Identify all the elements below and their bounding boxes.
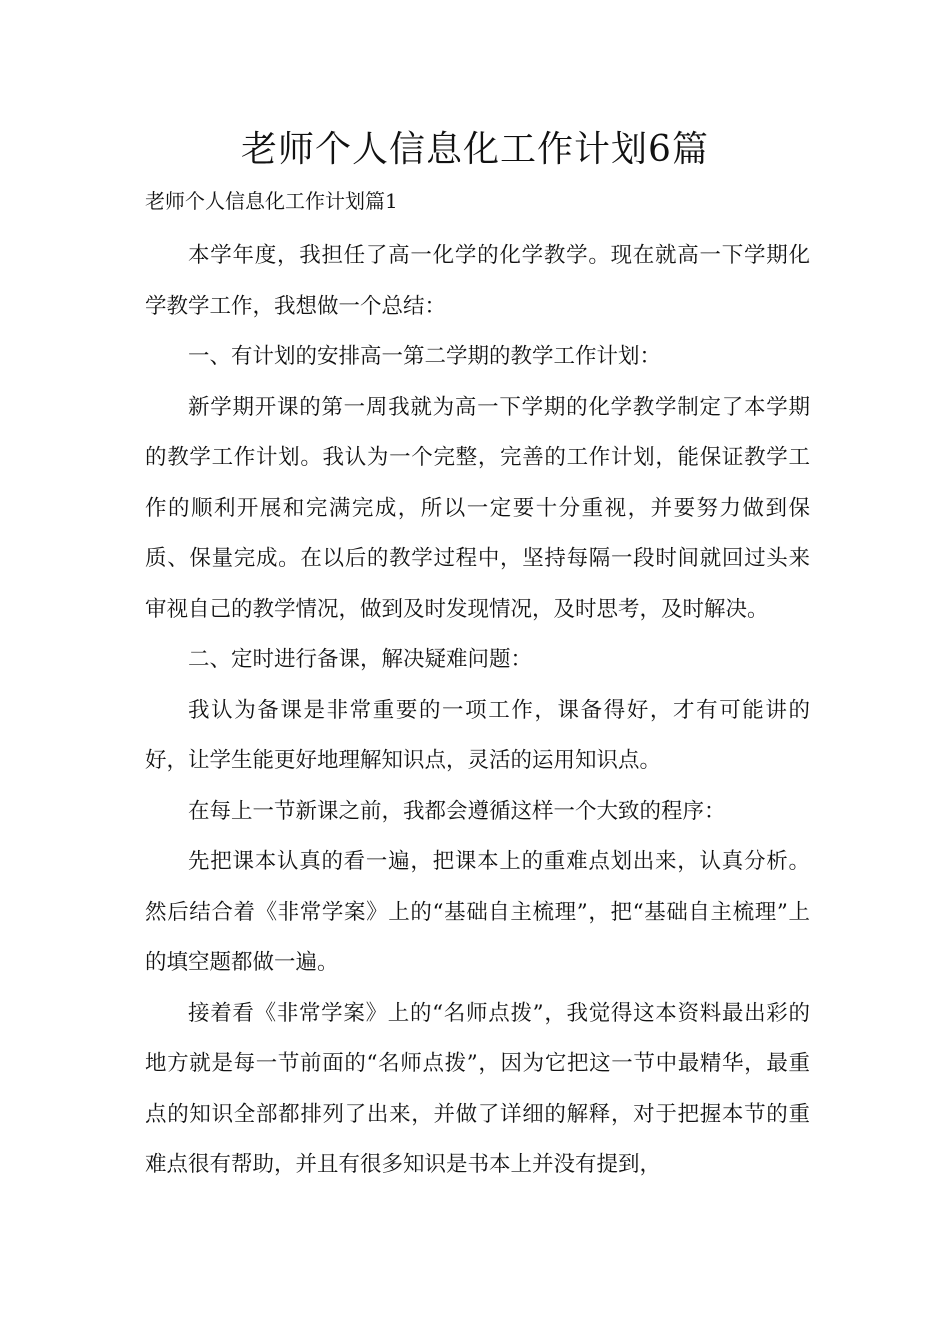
- document-subtitle: 老师个人信息化工作计划篇1: [145, 189, 398, 213]
- paragraph-intro: 本学年度，我担任了高一化学的化学教学。现在就高一下学期化学教学工作，我想做一个总结：: [145, 243, 810, 319]
- paragraph-lesson-prep: 我认为备课是非常重要的一项工作，课备得好，才有可能讲的好，让学生能更好地理解知识点，灵活的运用知识点。: [145, 697, 810, 773]
- paragraph-guidance: 接着看《非常学案》上的“名师点拨”，我觉得这本资料最出彩的地方就是每一节前面的“名师点拨”，因为它把这一节中最精华，最重点的知识全部都排列了出来，并做了详细的解释，对于把握本节的重难点很有帮助，并且有很多知识是书本上并没有提到，: [145, 1000, 810, 1177]
- section-heading-2: 二、定时进行备课，解决疑难问题：: [188, 647, 533, 672]
- paragraph-procedure: 在每上一节新课之前，我都会遵循这样一个大致的程序：: [188, 798, 726, 824]
- document-body: [145, 231, 810, 1191]
- paragraph-plan: 新学期开课的第一周我就为高一下学期的化学教学制定了本学期的教学工作计划。我认为一个完整，完善的工作计划，能保证教学工作的顺利开展和完满完成，所以一定要十分重视，并要努力做到保质、保量完成。在以后的教学过程中，坚持每隔一段时间就回过头来审视自己的教学情况，做到及时发现情况，及时思考，及时解决。: [145, 394, 810, 622]
- paragraph-textbook: 先把课本认真的看一遍，把课本上的重难点划出来，认真分析。然后结合着《非常学案》上的“基础自主梳理”，把“基础自主梳理”上的填空题都做一遍。: [145, 849, 810, 975]
- section-heading-1: 一、有计划的安排高一第二学期的教学工作计划：: [188, 344, 662, 369]
- document-title: 老师个人信息化工作计划6篇: [241, 129, 709, 170]
